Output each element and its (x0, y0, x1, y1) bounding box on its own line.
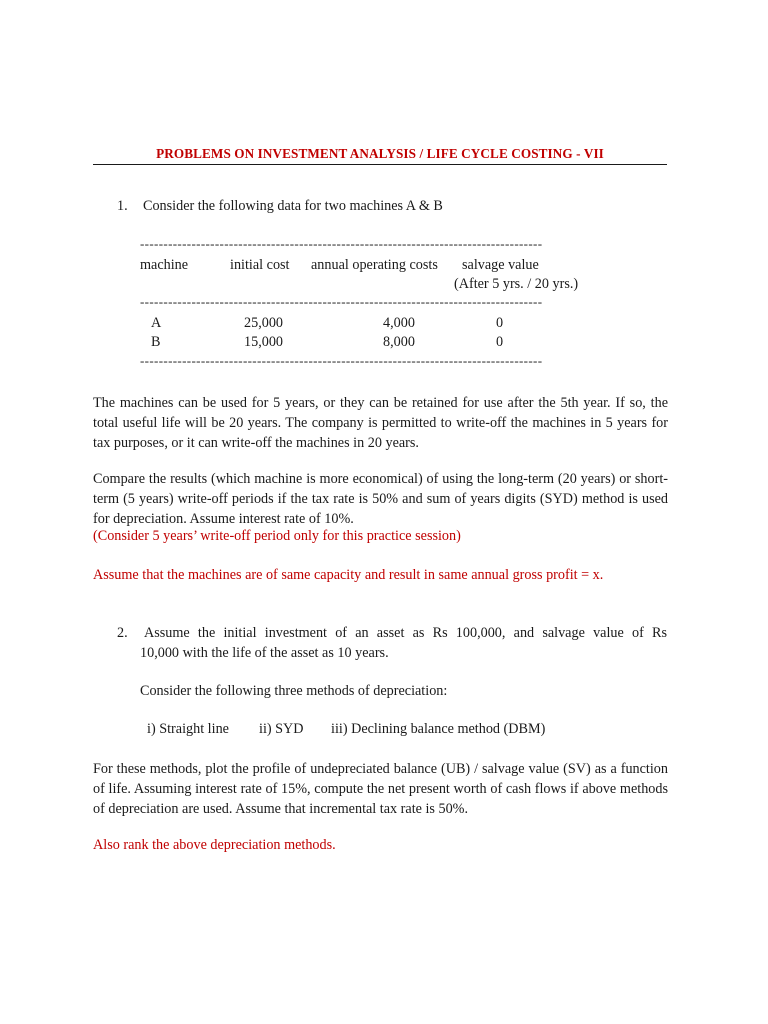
question-2-rank-note: Also rank the above depreciation methods. (93, 837, 336, 853)
method-straight-line: i) Straight line (147, 721, 229, 737)
question-1-paragraph-1: The machines can be used for 5 years, or they can be retained for use after the 5th year. If so, the total useful life will be 20 years. The company is permitted to write-off the machines in 5 years for tax purposes, or it can write-off the machines in 20 years. (93, 395, 668, 451)
table-row-a-salvage: 0 (496, 315, 504, 331)
table-bottom-rule: -------------------------------------------------------------------------------------- (140, 353, 543, 368)
question-1-note-write-off: (Consider 5 years’ write-off period only for this practice session) (93, 528, 461, 544)
question-2-consider: Consider the following three methods of depreciation: (140, 683, 448, 699)
header-machine: machine (140, 257, 189, 273)
header-initial-cost: initial cost (230, 257, 290, 273)
question-1-number: 1. (117, 198, 128, 214)
question-2-line-2: 10,000 with the life of the asset as 10 years. (140, 645, 389, 661)
method-dbm: iii) Declining balance method (DBM) (331, 721, 546, 737)
question-1-intro: Consider the following data for two machines A & B (143, 198, 443, 214)
table-row-b-initial-cost: 15,000 (244, 334, 284, 350)
table-row-b-machine: B (151, 334, 161, 350)
header-annual-operating-costs: annual operating costs (311, 257, 438, 273)
header-salvage-value: salvage value (462, 257, 539, 273)
header-salvage-subheader: (After 5 yrs. / 20 yrs.) (454, 276, 579, 292)
method-syd: ii) SYD (259, 721, 304, 737)
table-row-b-operating-cost: 8,000 (383, 334, 415, 350)
page-title: PROBLEMS ON INVESTMENT ANALYSIS / LIFE CYCLE COSTING - VII (93, 146, 667, 165)
question-2-line-1: Assume the initial investment of an asset as Rs 100,000, and salvage value of Rs (144, 625, 667, 641)
table-row-a-machine: A (151, 315, 162, 331)
question-1-note-assumption: Assume that the machines are of same capacity and result in same annual gross profit = x. (93, 567, 604, 583)
table-top-rule: -------------------------------------------------------------------------------------- (140, 236, 543, 251)
table-row-b-salvage: 0 (496, 334, 504, 350)
table-row-a-initial-cost: 25,000 (244, 315, 284, 331)
question-2-paragraph: For these methods, plot the profile of undepreciated balance (UB) / salvage value (SV) as a function of life. Assuming interest rate of 15%, compute the net present worth of cash flows if above methods of depreciation are used. Assume that incremental tax rate is 50%. (93, 761, 668, 817)
question-1-paragraph-2: Compare the results (which machine is more economical) of using the long-term (20 years) or short-term (5 years) write-off periods if the tax rate is 50% and sum of years digits (SYD) method is used for depreciation. Assume interest rate of 10%. (93, 471, 668, 527)
question-2-number: 2. (117, 625, 128, 641)
table-row-a-operating-cost: 4,000 (383, 315, 415, 331)
table-header-rule: -------------------------------------------------------------------------------------- (140, 294, 543, 309)
